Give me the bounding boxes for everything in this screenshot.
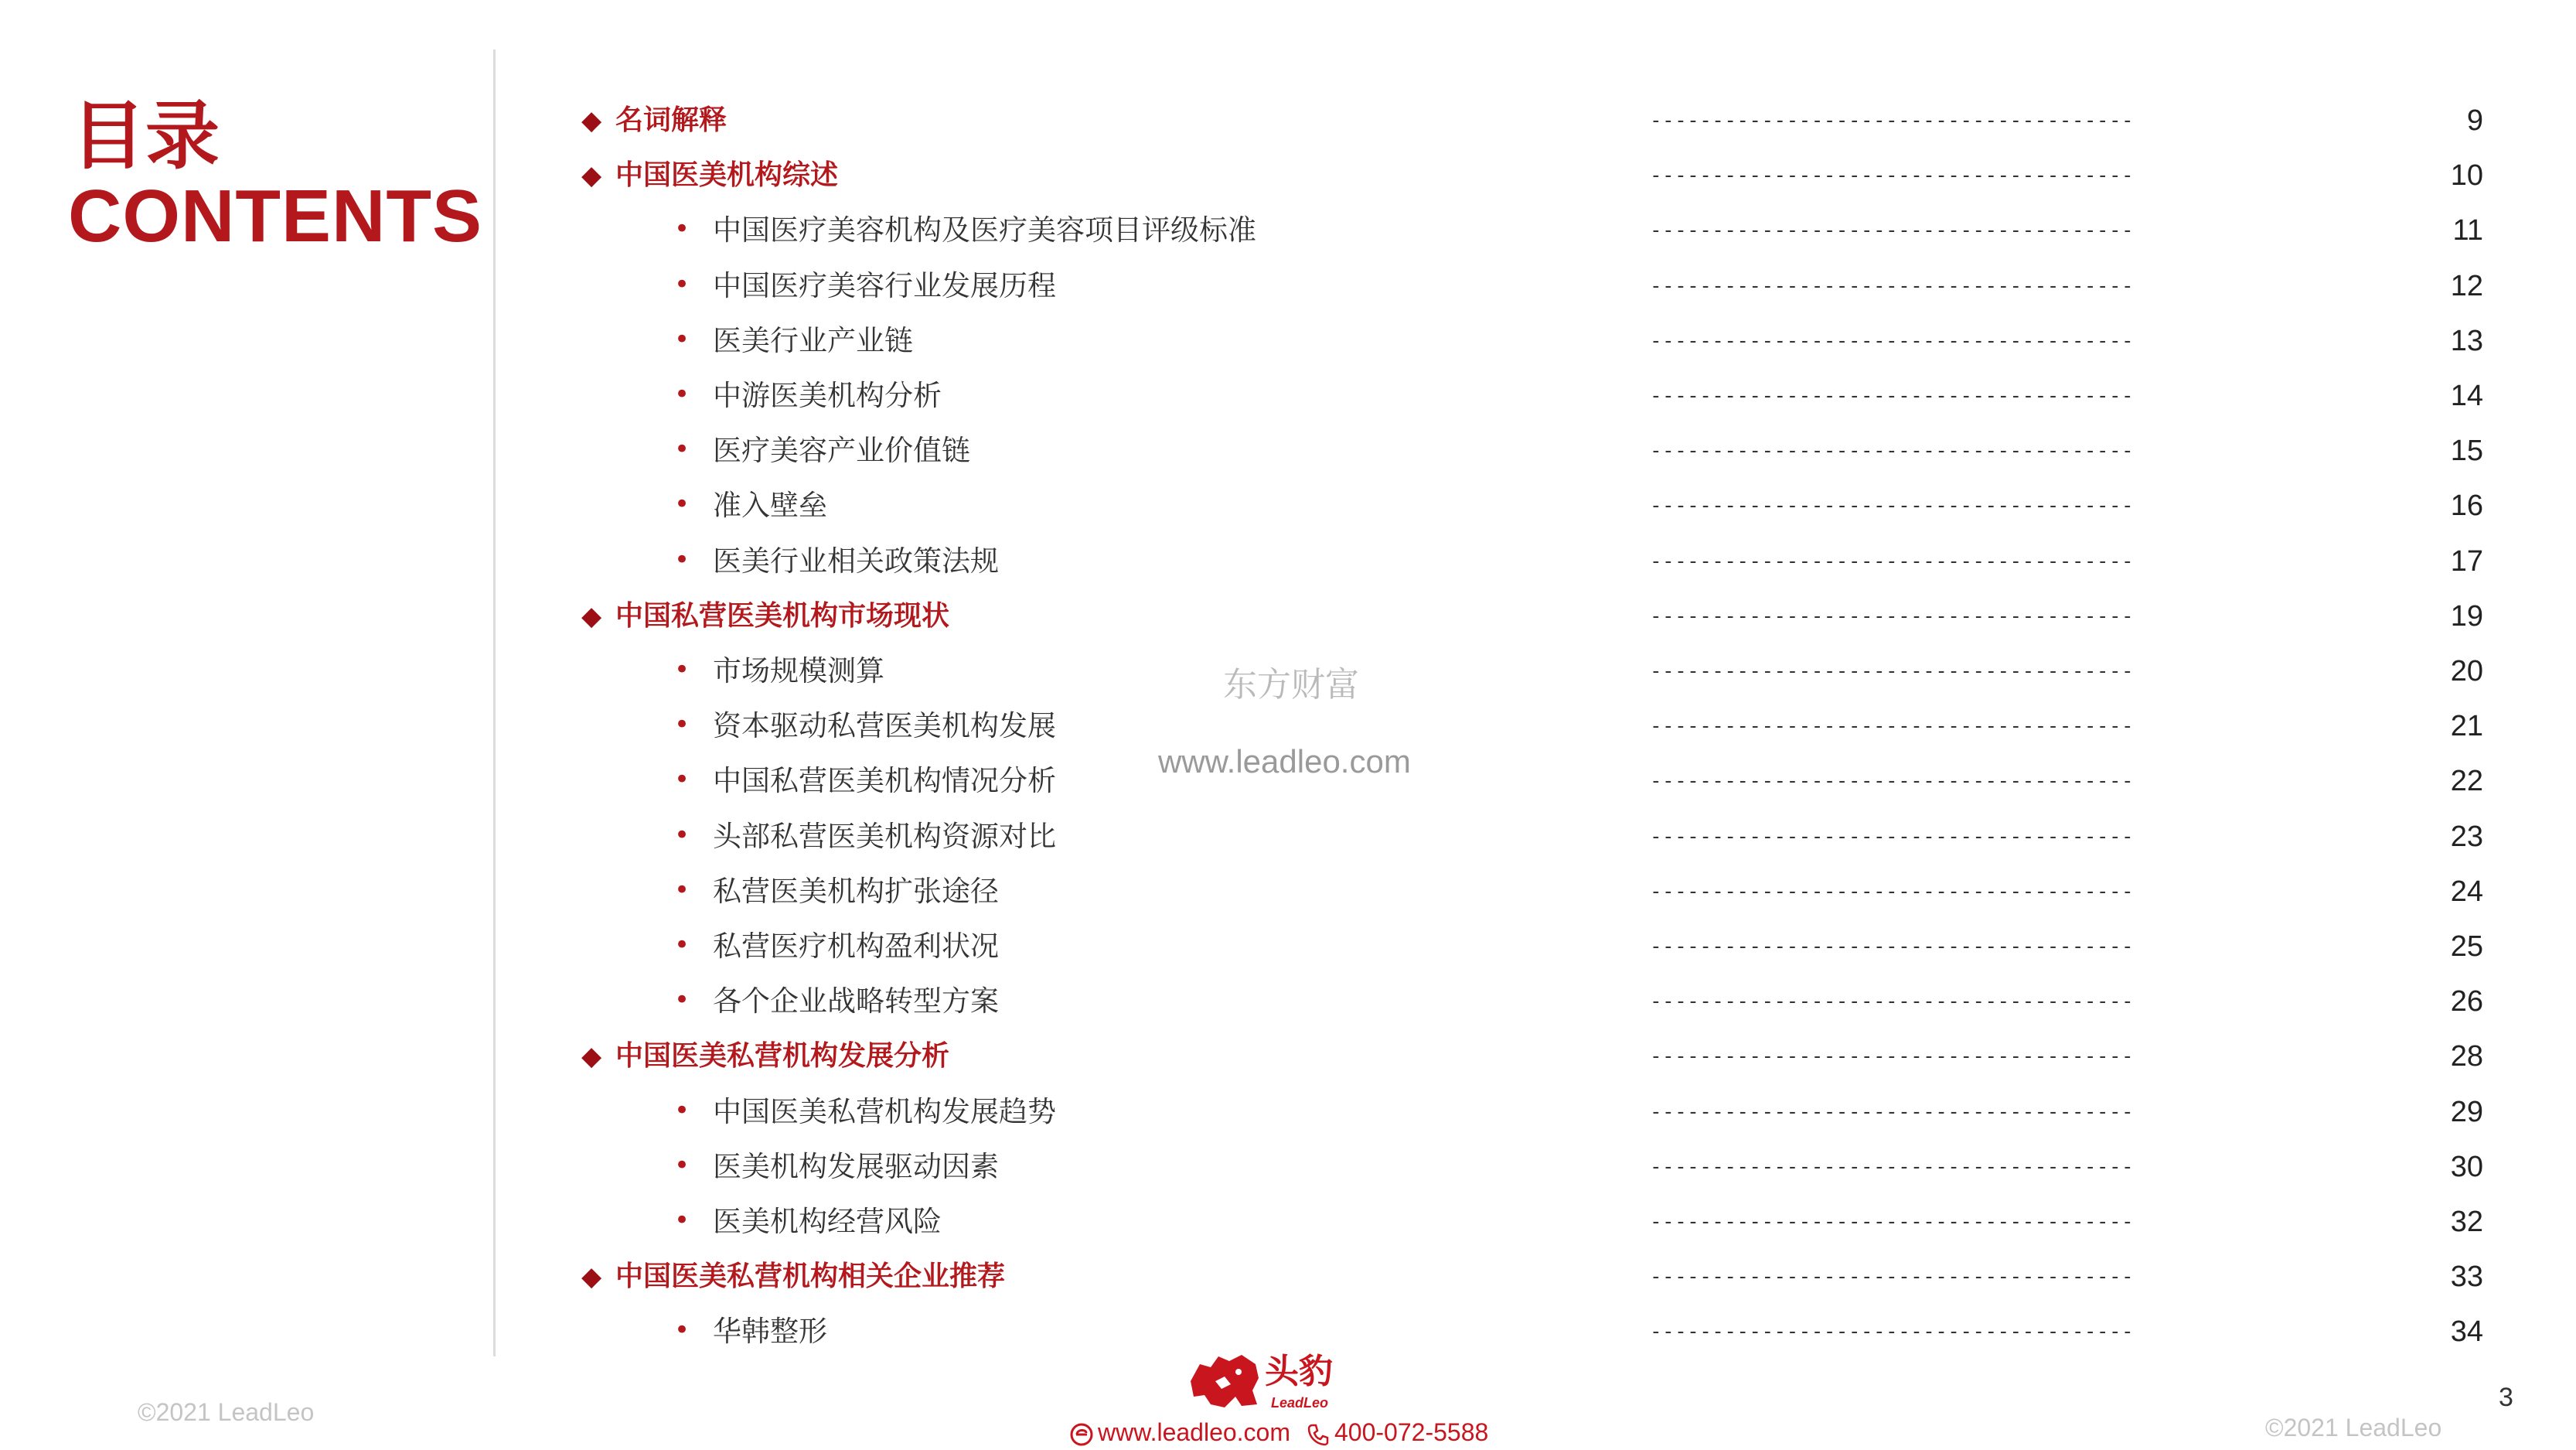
toc-item-row[interactable] — [0, 1144, 2576, 1190]
toc-leader-dashes: --------------------------------------- — [1650, 494, 2135, 518]
toc-leader-dashes: --------------------------------------- — [1650, 660, 2135, 683]
toc-label: 各个企业战略转型方案 — [713, 984, 999, 1018]
toc-label: 私营医美机构扩张途径 — [713, 874, 999, 908]
toc-leader-dashes: --------------------------------------- — [1650, 384, 2135, 408]
toc-page-number: 12 — [2450, 269, 2483, 302]
toc-leader-dashes: --------------------------------------- — [1650, 990, 2135, 1014]
toc-section-row[interactable] — [0, 152, 2576, 199]
toc-leader-dashes: --------------------------------------- — [1650, 879, 2135, 903]
toc-item-row[interactable] — [0, 1089, 2576, 1135]
toc-leader-dashes: --------------------------------------- — [1650, 715, 2135, 739]
toc-page-number: 19 — [2450, 599, 2483, 633]
toc-item-row[interactable] — [0, 318, 2576, 364]
dot-bullet-icon: • — [674, 984, 690, 1016]
page-title-cn: 目录 — [71, 93, 220, 179]
dot-bullet-icon: • — [674, 434, 690, 466]
toc-item-row[interactable] — [0, 207, 2576, 254]
toc-leader-dashes: --------------------------------------- — [1650, 769, 2135, 793]
toc-section-row[interactable] — [0, 1033, 2576, 1080]
toc-item-row[interactable] — [0, 923, 2576, 970]
dot-bullet-icon: • — [674, 323, 690, 355]
website-text: www.leadleo.com — [1098, 1418, 1290, 1446]
toc-label: 中国私营医美机构市场现状 — [615, 599, 950, 632]
dot-bullet-icon: • — [674, 654, 690, 685]
watermark-text: 东方财富 — [1223, 665, 1359, 705]
toc-leader-dashes: --------------------------------------- — [1650, 274, 2135, 298]
toc-page-number: 14 — [2450, 380, 2483, 412]
diamond-bullet-icon: ◆ — [581, 160, 602, 192]
toc-label: 私营医疗机构盈利状况 — [713, 930, 999, 963]
toc-page-number: 10 — [2450, 159, 2483, 193]
toc-page-number: 33 — [2450, 1261, 2483, 1294]
toc-leader-dashes: --------------------------------------- — [1650, 1320, 2135, 1344]
toc-item-row[interactable] — [0, 538, 2576, 585]
dot-bullet-icon: • — [674, 930, 690, 960]
toc-label: 医美行业相关政策法规 — [713, 544, 999, 578]
toc-leader-dashes: --------------------------------------- — [1650, 1100, 2135, 1124]
phone-text: 400-072-5588 — [1334, 1418, 1489, 1446]
toc-leader-dashes: --------------------------------------- — [1650, 109, 2135, 132]
phone-icon — [1307, 1423, 1330, 1446]
toc-label: 中游医美机构分析 — [713, 379, 942, 412]
toc-item-row[interactable] — [0, 978, 2576, 1025]
dot-bullet-icon: • — [674, 1315, 690, 1346]
dot-bullet-icon: • — [674, 379, 690, 410]
toc-item-row[interactable] — [0, 373, 2576, 419]
toc-page-number: 9 — [2466, 104, 2483, 137]
toc-item-row[interactable] — [0, 428, 2576, 474]
toc-leader-dashes: --------------------------------------- — [1650, 439, 2135, 463]
toc-page-number: 29 — [2450, 1095, 2483, 1128]
toc-leader-dashes: --------------------------------------- — [1650, 329, 2135, 353]
toc-page-number: 20 — [2450, 655, 2483, 687]
toc-label: 资本驱动私营医美机构发展 — [713, 709, 1056, 743]
toc-leader-dashes: --------------------------------------- — [1650, 935, 2135, 958]
toc-item-row[interactable] — [0, 1199, 2576, 1245]
toc-item-row[interactable] — [0, 814, 2576, 860]
toc-leader-dashes: --------------------------------------- — [1650, 1045, 2135, 1069]
toc-label: 中国私营医美机构情况分析 — [713, 764, 1056, 798]
toc-item-row[interactable] — [0, 483, 2576, 529]
toc-page-number: 17 — [2450, 544, 2483, 578]
page-title-en: CONTENTS — [68, 175, 482, 258]
copyright-left: ©2021 LeadLeo — [138, 1398, 315, 1426]
toc-item-row[interactable] — [0, 263, 2576, 309]
toc-page-number: 28 — [2450, 1040, 2483, 1073]
dot-bullet-icon: • — [674, 1094, 690, 1126]
toc-page-number: 16 — [2450, 490, 2483, 523]
toc-page-number: 26 — [2450, 985, 2483, 1018]
toc-section-row[interactable] — [0, 1254, 2576, 1300]
dot-bullet-icon: • — [674, 1149, 690, 1181]
toc-label: 中国医美机构综述 — [615, 159, 839, 192]
toc-leader-dashes: --------------------------------------- — [1650, 824, 2135, 848]
toc-label: 中国医疗美容机构及医疗美容项目评级标准 — [713, 213, 1256, 247]
toc-leader-dashes: --------------------------------------- — [1650, 164, 2135, 188]
diamond-bullet-icon: ◆ — [581, 105, 602, 136]
toc-item-row[interactable] — [0, 868, 2576, 915]
toc-label: 中国医美私营机构相关企业推荐 — [615, 1261, 1006, 1293]
toc-label: 华韩整形 — [713, 1315, 827, 1349]
toc-page-number: 15 — [2450, 435, 2483, 468]
diamond-bullet-icon: ◆ — [581, 1261, 602, 1293]
toc-leader-dashes: --------------------------------------- — [1650, 219, 2135, 243]
toc-label: 中国医疗美容行业发展历程 — [713, 268, 1056, 302]
toc-leader-dashes: --------------------------------------- — [1650, 604, 2135, 628]
toc-label: 医美机构发展驱动因素 — [713, 1149, 999, 1183]
toc-page-number: 32 — [2450, 1206, 2483, 1238]
web-e-icon — [1070, 1423, 1093, 1446]
diamond-bullet-icon: ◆ — [581, 600, 602, 632]
phone-link[interactable] — [1307, 1417, 1488, 1448]
toc-label: 医疗美容产业价值链 — [713, 434, 970, 468]
toc-page-number: 24 — [2450, 875, 2483, 908]
dot-bullet-icon: • — [674, 764, 690, 796]
toc-section-row[interactable] — [0, 593, 2576, 640]
toc-page-number: 30 — [2450, 1150, 2483, 1183]
diamond-bullet-icon: ◆ — [581, 1041, 602, 1073]
watermark-url: www.leadleo.com — [1158, 743, 1411, 780]
toc-label: 医美机构经营风险 — [713, 1205, 942, 1238]
toc-leader-dashes: --------------------------------------- — [1650, 549, 2135, 573]
dot-bullet-icon: • — [674, 544, 690, 575]
toc-page-number: 25 — [2450, 930, 2483, 963]
toc-page-number: 13 — [2450, 324, 2483, 357]
dot-bullet-icon: • — [674, 489, 690, 520]
logo-wordmark: 头豹 — [1265, 1352, 1333, 1391]
dot-bullet-icon: • — [674, 709, 690, 741]
toc-label: 头部私营医美机构资源对比 — [713, 819, 1056, 853]
toc-leader-dashes: --------------------------------------- — [1650, 1155, 2135, 1179]
dot-bullet-icon: • — [674, 1205, 690, 1236]
dot-bullet-icon: • — [674, 213, 690, 245]
toc-label: 中国医美私营机构发展分析 — [615, 1040, 950, 1073]
toc-item-row[interactable] — [0, 1308, 2576, 1355]
toc-label: 中国医美私营机构发展趋势 — [713, 1094, 1056, 1128]
logo-subtitle: LeadLeo — [1271, 1395, 1329, 1411]
toc-label: 名词解释 — [615, 104, 727, 136]
toc-page-number: 21 — [2450, 710, 2483, 743]
toc-page-number: 34 — [2450, 1315, 2483, 1349]
toc-page-number: 23 — [2450, 820, 2483, 853]
toc-page-number: 11 — [2452, 214, 2483, 247]
slide-number: 3 — [2499, 1383, 2513, 1412]
toc-leader-dashes: --------------------------------------- — [1650, 1265, 2135, 1289]
toc-page-number: 22 — [2450, 765, 2483, 798]
toc-label: 准入壁垒 — [713, 489, 827, 523]
website-link[interactable] — [1070, 1417, 1290, 1448]
toc-leader-dashes: --------------------------------------- — [1650, 1210, 2135, 1233]
dot-bullet-icon: • — [674, 874, 690, 906]
dot-bullet-icon: • — [674, 819, 690, 851]
toc-label: 市场规模测算 — [713, 654, 884, 687]
copyright-right: ©2021 LeadLeo — [2265, 1414, 2442, 1441]
toc-label: 医美行业产业链 — [713, 323, 913, 357]
dot-bullet-icon: • — [674, 268, 690, 300]
toc-section-row[interactable] — [0, 97, 2576, 144]
